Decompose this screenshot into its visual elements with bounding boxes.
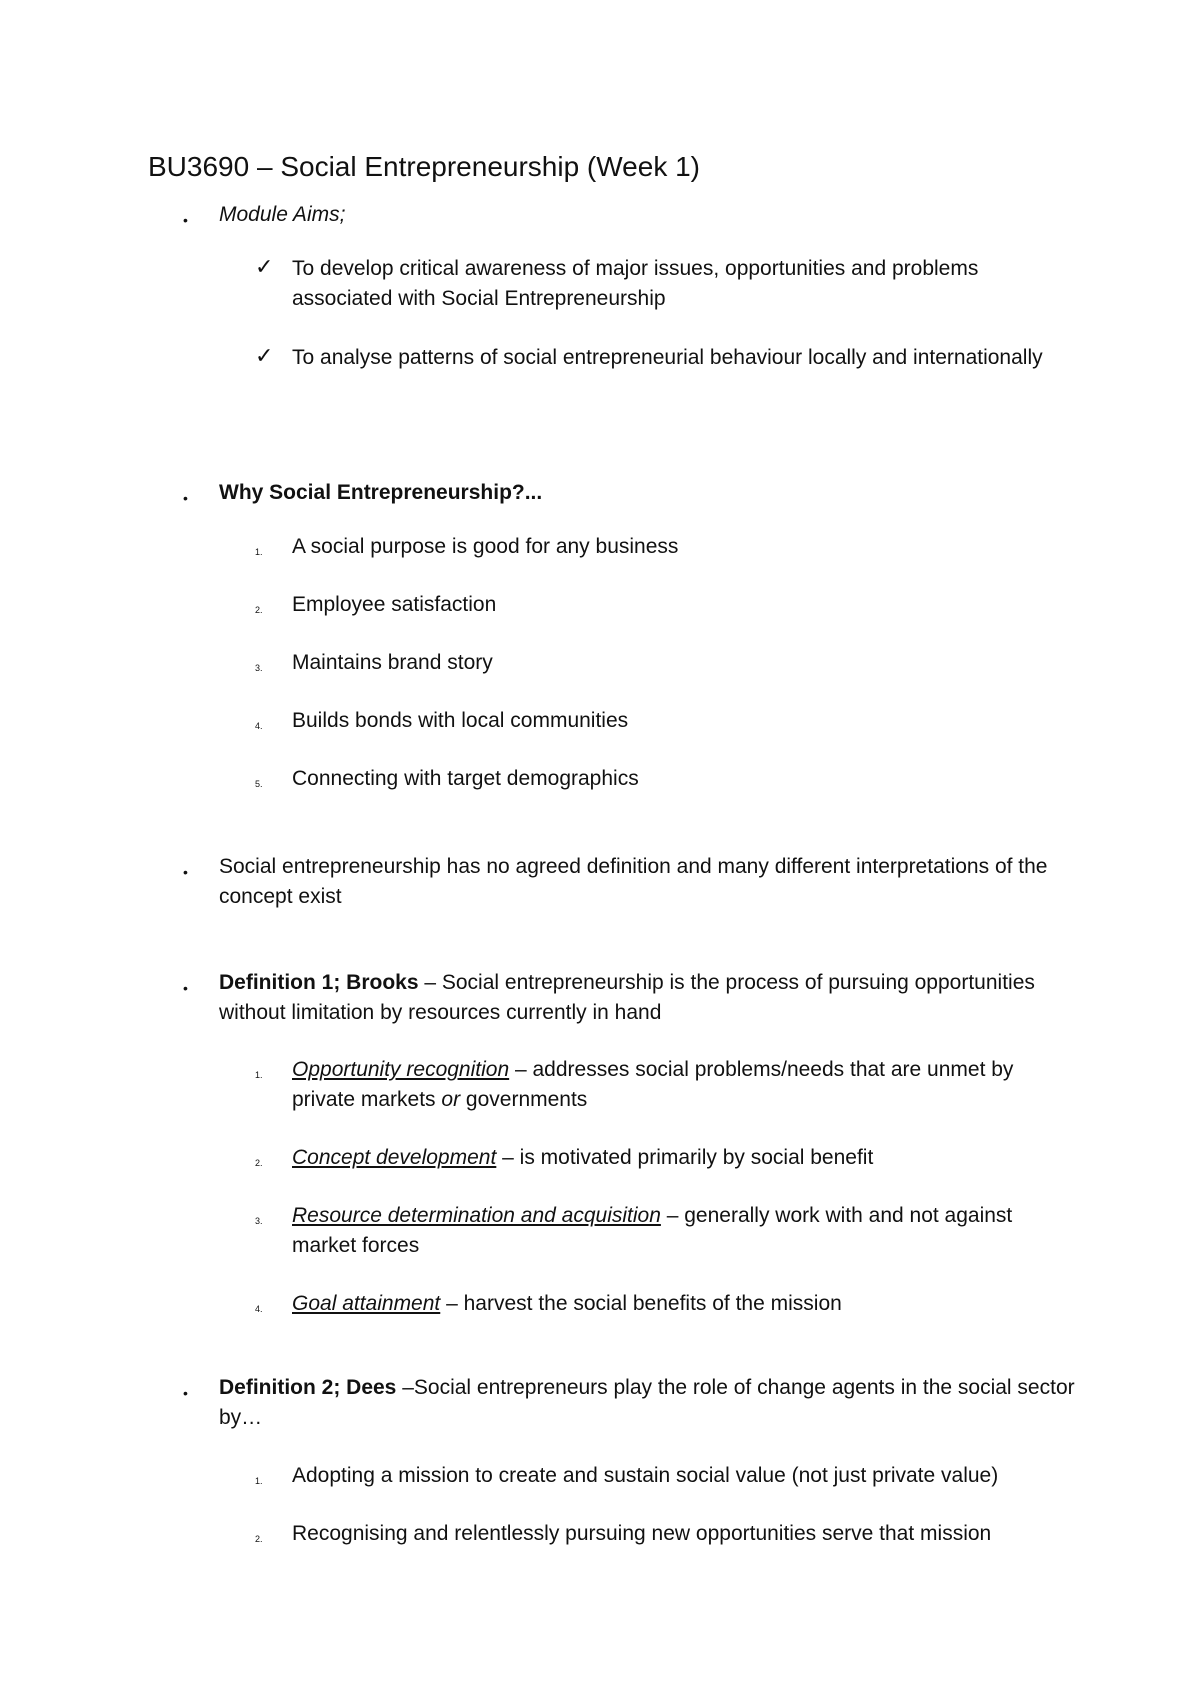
list-number: 4.	[255, 1304, 263, 1314]
module-aims-heading: Module Aims;	[219, 203, 346, 226]
list-item-text: Employee satisfaction	[292, 593, 497, 616]
list-item-text: Recognising and relentlessly pursuing new opportunities serve that mission	[292, 1522, 992, 1545]
list-item-text: Builds bonds with local communities	[292, 709, 629, 732]
list-number: 2.	[255, 605, 263, 615]
term-concept-development: Concept development	[292, 1146, 497, 1169]
no-definition-paragraph: Social entrepreneurship has no agreed definition and many different interpretations of the concept exist	[219, 855, 1048, 908]
term-description: – harvest the social benefits of the mission	[440, 1292, 842, 1315]
list-number: 1.	[255, 547, 263, 557]
module-aim-item: To analyse patterns of social entrepreneurial behaviour locally and internationally	[292, 346, 1043, 369]
term-description: – addresses social problems/needs that are unmet by private markets	[292, 1058, 1014, 1111]
list-number: 1.	[255, 1476, 263, 1486]
bullet-dot-icon: •	[183, 1385, 188, 1401]
definition-1-label: Definition 1; Brooks	[219, 971, 419, 994]
checkmark-icon: ✓	[255, 343, 274, 368]
definition-2-label: Definition 2; Dees	[219, 1376, 397, 1399]
term-description-end: governments	[460, 1088, 588, 1111]
list-item-text: Connecting with target demographics	[292, 767, 639, 790]
bullet-dot-icon: •	[183, 980, 188, 996]
list-item-text: Maintains brand story	[292, 651, 493, 674]
list-item-text	[292, 1289, 1082, 1319]
list-number: 2.	[255, 1534, 263, 1544]
list-number: 2.	[255, 1158, 263, 1168]
why-heading: Why Social Entrepreneurship?...	[219, 481, 543, 504]
term-description: – generally work with and not against market forces	[292, 1204, 1013, 1257]
emphasis-text: or	[441, 1088, 461, 1111]
term-description: – is motivated primarily by social benefit	[496, 1146, 874, 1169]
definition-2-paragraph	[219, 1373, 1079, 1433]
term-opportunity-recognition: Opportunity recognition	[292, 1058, 510, 1081]
bullet-dot-icon: •	[183, 490, 188, 506]
list-number: 4.	[255, 721, 263, 731]
list-item-text	[292, 1143, 1082, 1173]
list-number: 3.	[255, 663, 263, 673]
definition-1-text: – Social entrepreneurship is the process of pursuing opportunities without limitation by resources currently in hand	[219, 971, 1035, 1024]
definition-1-paragraph	[219, 968, 1079, 1028]
list-item-text: A social purpose is good for any business	[292, 535, 679, 558]
list-item-text	[292, 1201, 1082, 1261]
list-number: 1.	[255, 1070, 263, 1080]
list-item-text: Adopting a mission to create and sustain social value (not just private value)	[292, 1464, 999, 1487]
module-aim-item: To develop critical awareness of major issues, opportunities and problems associated with Social Entrepreneurship	[292, 257, 979, 310]
list-number: 5.	[255, 779, 263, 789]
list-item-text	[292, 1055, 1082, 1115]
list-number: 3.	[255, 1216, 263, 1226]
definition-2-text: –Social entrepreneurs play the role of change agents in the social sector by…	[219, 1376, 1075, 1429]
term-goal-attainment: Goal attainment	[292, 1292, 441, 1315]
checkmark-icon: ✓	[255, 254, 274, 279]
bullet-dot-icon: •	[183, 212, 188, 228]
term-resource-determination: Resource determination and acquisition	[292, 1204, 661, 1227]
bullet-dot-icon: •	[183, 864, 188, 880]
page-title: BU3690 – Social Entrepreneurship (Week 1)	[148, 151, 701, 182]
